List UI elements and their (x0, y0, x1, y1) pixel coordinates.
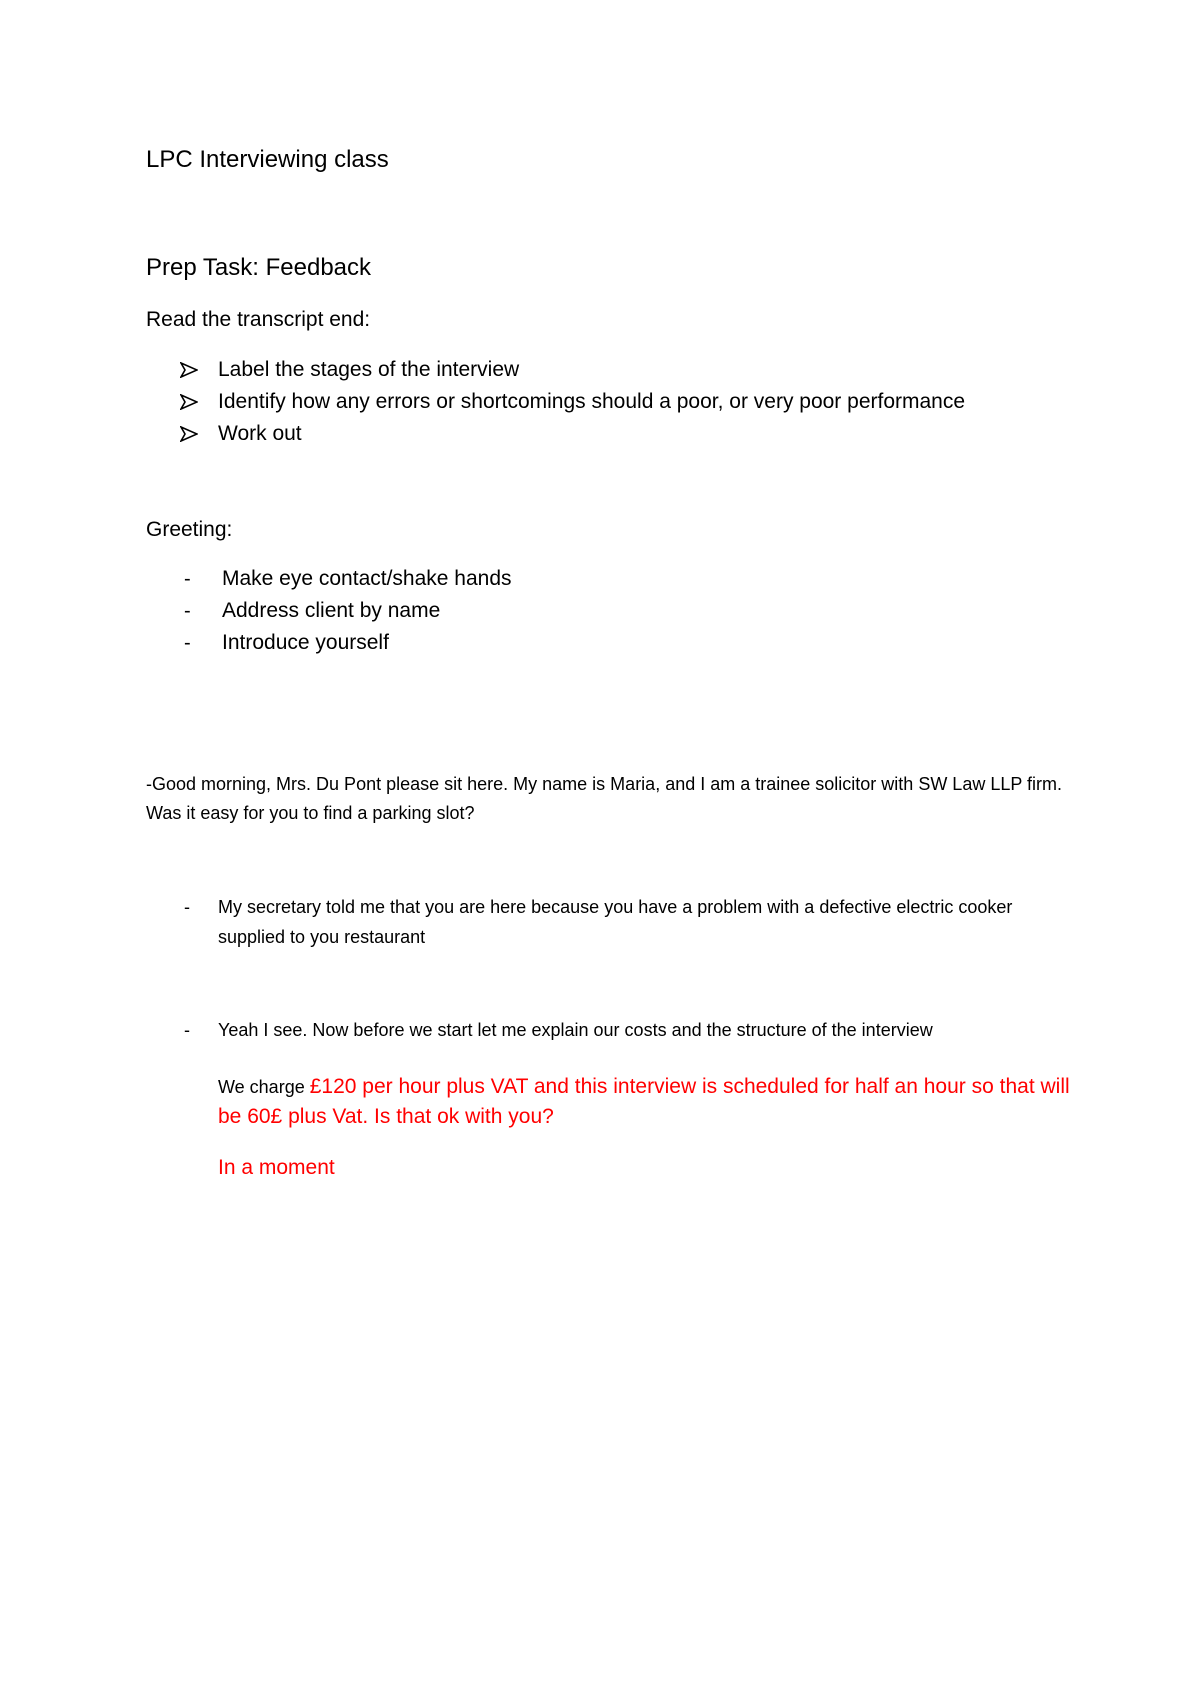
dash-marker: - (184, 1020, 190, 1040)
dialogue-text: My secretary told me that you are here because you have a problem with a defective electric cooker supplied to you restaurant (218, 897, 1013, 947)
greeting-item-text: Address client by name (222, 599, 441, 622)
list-item (180, 627, 512, 659)
greeting-list (180, 563, 512, 659)
dash-marker: - (184, 897, 190, 917)
greeting-item-text: Introduce yourself (222, 631, 389, 654)
moment-text: In a moment (218, 1156, 335, 1179)
arrow-bullet-icon (180, 426, 218, 442)
dash-marker: - (184, 600, 191, 622)
dialogue-text: Yeah I see. Now before we start let me explain our costs and the structure of the interview (218, 1020, 933, 1040)
charge-paragraph (218, 1072, 1078, 1132)
task-text: Identify how any errors or shortcomings should a poor, or very poor performance (218, 390, 966, 413)
opening-paragraph: -Good morning, Mrs. Du Pont please sit here. My name is Maria, and I am a trainee solicitor with SW Law LLP firm. Was it easy for you to find a parking slot? (146, 774, 1063, 823)
list-item (180, 563, 512, 595)
charge-lead-text: We charge (218, 1077, 310, 1097)
arrow-bullet-icon (180, 362, 218, 378)
dash-marker: - (184, 632, 191, 654)
list-item (180, 418, 965, 450)
list-item (180, 595, 512, 627)
dash-marker: - (184, 568, 191, 590)
list-item (180, 354, 965, 386)
greeting-item-text: Make eye contact/shake hands (222, 567, 512, 590)
read-transcript-label: Read the transcript end: (146, 308, 371, 331)
task-text: Work out (218, 422, 302, 445)
task-list (180, 354, 965, 450)
task-text: Label the stages of the interview (218, 358, 520, 381)
greeting-label: Greeting: (146, 518, 233, 541)
arrow-bullet-icon (180, 394, 218, 410)
document-title: LPC Interviewing class (146, 146, 389, 173)
list-item (180, 386, 965, 418)
charge-highlight-text: £120 per hour plus VAT and this interview is scheduled for half an hour so that will be 60£ plus Vat. Is that ok with you? (218, 1075, 1070, 1128)
prep-task-heading: Prep Task: Feedback (146, 254, 372, 281)
